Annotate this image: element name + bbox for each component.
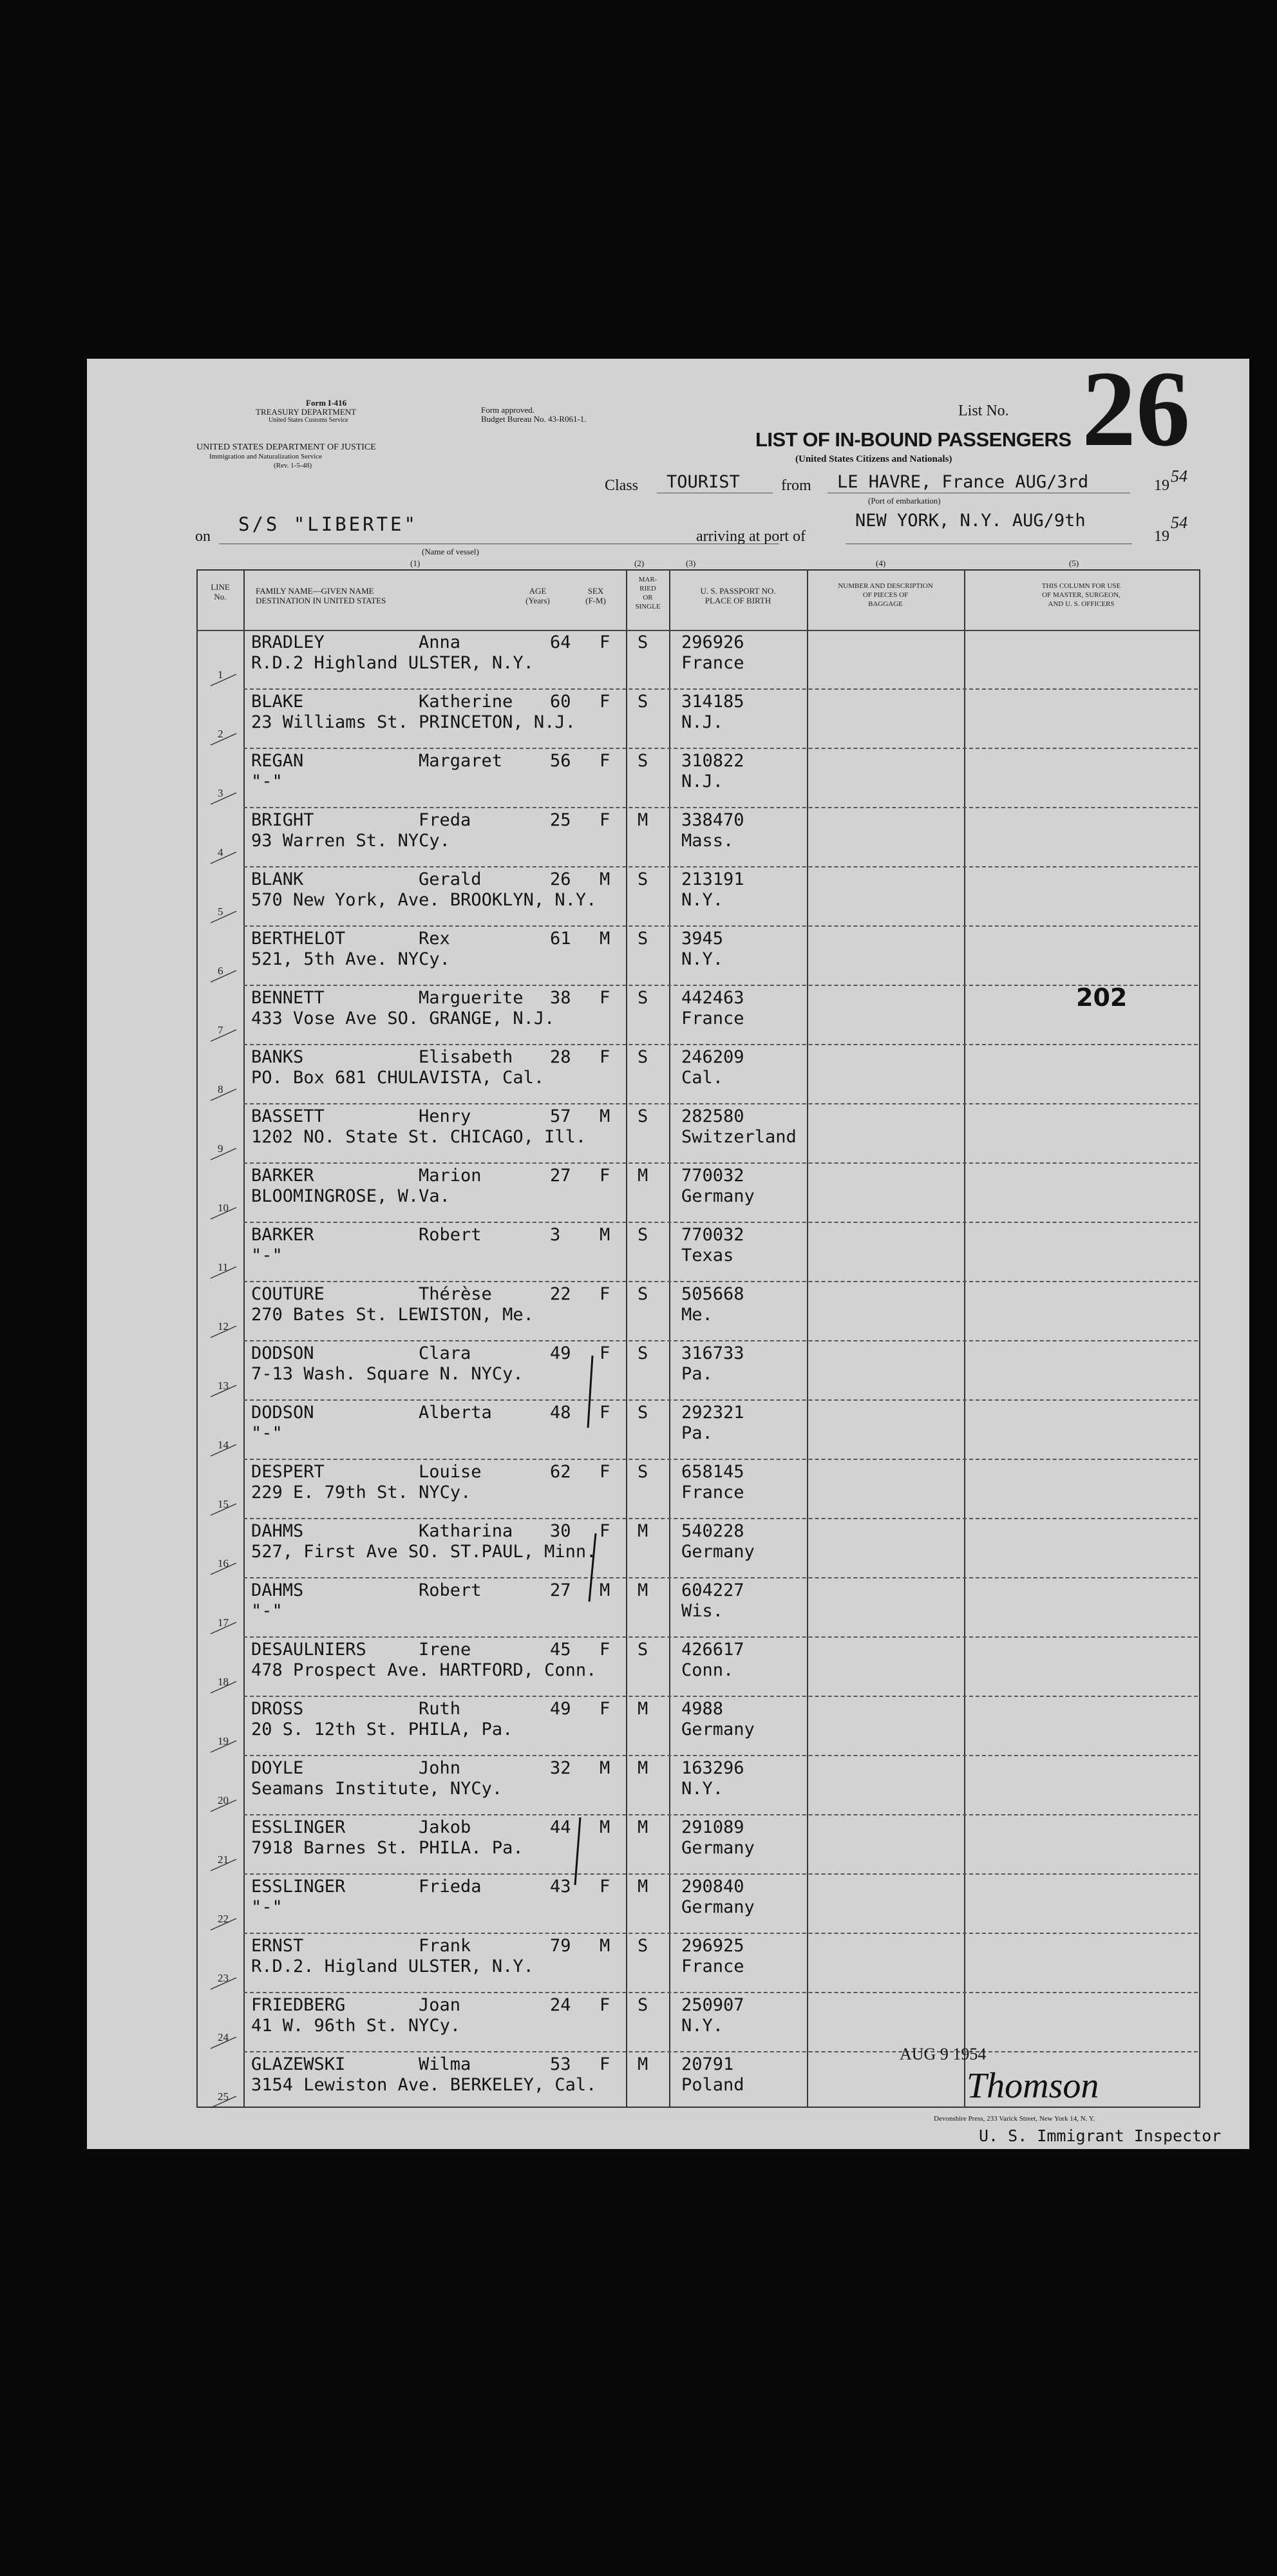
line-number: 11: [218, 1261, 229, 1273]
marital-status: S: [638, 929, 648, 949]
family-name: DODSON: [251, 1403, 314, 1423]
age: 79: [550, 1936, 571, 1956]
line-number: 20: [218, 1794, 229, 1806]
given-name: Ruth: [419, 1699, 461, 1719]
marital-status: S: [638, 1047, 648, 1067]
destination: 7918 Barnes St. PHILA. Pa.: [251, 1838, 524, 1858]
marital-status: S: [638, 1403, 648, 1423]
age: 48: [550, 1403, 571, 1423]
given-name: Alberta: [419, 1403, 492, 1423]
marital-status: S: [638, 988, 648, 1008]
age: 49: [550, 1343, 571, 1363]
given-name: Elisabeth: [419, 1047, 513, 1067]
family-bracket-marks: [87, 359, 1249, 2149]
passport-number: 290840: [681, 1877, 744, 1897]
place-of-birth: Pa.: [681, 1364, 713, 1384]
family-name: FRIEDBERG: [251, 1995, 346, 2015]
sex: F: [600, 810, 610, 830]
destination: R.D.2 Highland ULSTER, N.Y.: [251, 653, 534, 673]
line-number: 22: [218, 1913, 229, 1925]
officer-note: 202: [1076, 983, 1128, 1012]
destination: 521, 5th Ave. NYCy.: [251, 949, 450, 969]
passport-number: 310822: [681, 751, 744, 771]
given-name: Joan: [419, 1995, 461, 2015]
destination: 20 S. 12th St. PHILA, Pa.: [251, 1719, 513, 1739]
destination: "-": [251, 1897, 283, 1917]
passport-number: 442463: [681, 988, 744, 1008]
given-name: Henry: [419, 1106, 471, 1126]
place-of-birth: N.Y.: [681, 2016, 724, 2036]
line-number: 18: [218, 1676, 229, 1688]
place-of-birth: Germany: [681, 1719, 755, 1739]
family-name: DAHMS: [251, 1521, 304, 1541]
marital-status: S: [638, 1284, 648, 1304]
family-name: BLANK: [251, 869, 304, 889]
age: 64: [550, 632, 571, 652]
age: 27: [550, 1166, 571, 1186]
family-name: DESPERT: [251, 1462, 325, 1482]
column-number: (4): [876, 558, 886, 568]
family-name: BANKS: [251, 1047, 304, 1067]
sex: F: [600, 1343, 610, 1363]
header-married: MAR- RIED OR SINGLE: [635, 576, 661, 611]
given-name: Margaret: [419, 751, 503, 771]
class-value: TOURIST: [667, 472, 740, 492]
column-number: (2): [634, 558, 645, 568]
marital-status: M: [638, 1758, 648, 1778]
marital-status: M: [638, 1166, 648, 1186]
line-number: 8: [218, 1083, 223, 1095]
form-revision: (Rev. 1-5-48): [274, 462, 312, 469]
passport-number: 426617: [681, 1640, 744, 1660]
family-name: BARKER: [251, 1225, 314, 1245]
port-value: NEW YORK, N.Y. AUG/9th: [855, 511, 1086, 531]
family-name: BASSETT: [251, 1106, 325, 1126]
given-name: Rex: [419, 929, 450, 949]
place-of-birth: N.J.: [681, 772, 724, 791]
family-name: ESSLINGER: [251, 1817, 346, 1837]
header-age: AGE (Years): [525, 586, 550, 605]
arriving-label: arriving at port of: [696, 528, 806, 545]
destination: 93 Warren St. NYCy.: [251, 831, 450, 851]
header-baggage: NUMBER AND DESCRIPTION OF PIECES OF BAGGAGE: [838, 582, 933, 608]
line-number: 12: [218, 1320, 229, 1332]
marital-status: S: [638, 751, 648, 771]
list-number: 26: [1082, 349, 1190, 469]
passport-number: 163296: [681, 1758, 744, 1778]
place-of-birth: Poland: [681, 2075, 744, 2095]
given-name: Robert: [419, 1225, 482, 1245]
destination: "-": [251, 772, 283, 791]
place-of-birth: N.J.: [681, 712, 724, 732]
place-of-birth: Switzerland: [681, 1127, 797, 1147]
family-name: BENNETT: [251, 988, 325, 1008]
age: 56: [550, 751, 571, 771]
sex: F: [600, 632, 610, 652]
marital-status: S: [638, 1640, 648, 1660]
age: 57: [550, 1106, 571, 1126]
sex: F: [600, 1462, 610, 1482]
age: 28: [550, 1047, 571, 1067]
age: 44: [550, 1817, 571, 1837]
marital-status: S: [638, 632, 648, 652]
marital-status: M: [638, 1817, 648, 1837]
passport-number: 3945: [681, 929, 724, 949]
marital-status: M: [638, 1580, 648, 1600]
passport-number: 314185: [681, 692, 744, 712]
place-of-birth: Conn.: [681, 1660, 734, 1680]
passport-number: 292321: [681, 1403, 744, 1423]
line-number: 9: [218, 1142, 223, 1155]
on-label: on: [195, 528, 211, 545]
sex: F: [600, 1284, 610, 1304]
family-name: GLAZEWSKI: [251, 2054, 346, 2074]
marital-status: S: [638, 1343, 648, 1363]
line-number: 5: [218, 905, 223, 918]
header-line-no: LINE No.: [211, 582, 230, 601]
family-name: BARKER: [251, 1166, 314, 1186]
sex: F: [600, 1403, 610, 1423]
destination: R.D.2. Higland ULSTER, N.Y.: [251, 1956, 534, 1976]
marital-status: S: [638, 1936, 648, 1956]
year-prefix-2: 19: [1154, 528, 1169, 545]
sex: M: [600, 929, 610, 949]
sex: F: [600, 1877, 610, 1897]
age: 60: [550, 692, 571, 712]
sex: F: [600, 1699, 610, 1719]
marital-status: M: [638, 810, 648, 830]
given-name: Marguerite: [419, 988, 524, 1008]
treasury-department: TREASURY DEPARTMENT: [256, 407, 357, 417]
destination: 7-13 Wash. Square N. NYCy.: [251, 1364, 524, 1384]
destination: 23 Williams St. PRINCETON, N.J.: [251, 712, 576, 732]
line-number: 2: [218, 728, 223, 740]
passport-number: 291089: [681, 1817, 744, 1837]
passport-number: 296925: [681, 1936, 744, 1956]
age: 27: [550, 1580, 571, 1600]
destination: 270 Bates St. LEWISTON, Me.: [251, 1305, 534, 1325]
family-name: ERNST: [251, 1936, 304, 1956]
destination: 570 New York, Ave. BROOKLYN, N.Y.: [251, 890, 597, 910]
sex: F: [600, 1521, 610, 1541]
family-name: BRIGHT: [251, 810, 314, 830]
passport-number: 250907: [681, 1995, 744, 2015]
line-number: 1: [218, 668, 223, 681]
sex: F: [600, 2054, 610, 2074]
family-name: DAHMS: [251, 1580, 304, 1600]
destination: 527, First Ave SO. ST.PAUL, Minn.: [251, 1542, 597, 1562]
manifest-page: [87, 349, 1249, 2149]
family-name: DODSON: [251, 1343, 314, 1363]
age: 49: [550, 1699, 571, 1719]
place-of-birth: N.Y.: [681, 890, 724, 910]
passport-number: 4988: [681, 1699, 724, 1719]
given-name: Anna: [419, 632, 461, 652]
marital-status: M: [638, 1877, 648, 1897]
sex: F: [600, 1047, 610, 1067]
age: 53: [550, 2054, 571, 2074]
age: 25: [550, 810, 571, 830]
column-number: (5): [1069, 558, 1079, 568]
place-of-birth: Germany: [681, 1838, 755, 1858]
year-prefix: 19: [1154, 477, 1169, 494]
given-name: Jakob: [419, 1817, 471, 1837]
place-of-birth: Germany: [681, 1897, 755, 1917]
family-name: DOYLE: [251, 1758, 304, 1778]
passport-number: 213191: [681, 869, 744, 889]
given-name: Gerald: [419, 869, 482, 889]
vessel-name: S/S "LIBERTE": [238, 513, 418, 535]
line-number: 21: [218, 1853, 229, 1866]
marital-status: S: [638, 1225, 648, 1245]
destination: 478 Prospect Ave. HARTFORD, Conn.: [251, 1660, 597, 1680]
class-label: Class: [605, 477, 639, 494]
place-of-birth: France: [681, 1009, 744, 1028]
family-name: BLAKE: [251, 692, 304, 712]
sex: M: [600, 1936, 610, 1956]
given-name: Clara: [419, 1343, 471, 1363]
from-value: LE HAVRE, France AUG/3rd: [837, 472, 1089, 492]
family-name: REGAN: [251, 751, 304, 771]
column-number: (1): [410, 558, 421, 568]
given-name: Marion: [419, 1166, 482, 1186]
line-number: 6: [218, 965, 223, 977]
passport-number: 770032: [681, 1225, 744, 1245]
given-name: Thérèse: [419, 1284, 492, 1304]
given-name: Katherine: [419, 692, 513, 712]
age: 43: [550, 1877, 571, 1897]
family-name: ESSLINGER: [251, 1877, 346, 1897]
header-passport: U. S. PASSPORT NO. PLACE OF BIRTH: [700, 586, 776, 605]
embarkation-caption: (Port of embarkation): [868, 496, 941, 506]
marital-status: S: [638, 1462, 648, 1482]
given-name: Frank: [419, 1936, 471, 1956]
from-label: from: [781, 477, 811, 494]
form-approved: Form approved.: [481, 405, 535, 415]
sex: F: [600, 988, 610, 1008]
vessel-caption: (Name of vessel): [422, 547, 479, 556]
customs-service: United States Customs Service: [269, 417, 348, 424]
justice-department: UNITED STATES DEPARTMENT OF JUSTICE: [196, 442, 376, 452]
inspection-date-stamp: AUG 9 1954: [900, 2045, 987, 2063]
destination: Seamans Institute, NYCy.: [251, 1779, 503, 1799]
marital-status: M: [638, 1521, 648, 1541]
destination: 433 Vose Ave SO. GRANGE, N.J.: [251, 1009, 555, 1028]
inspector-title: U. S. Immigrant Inspector: [979, 2126, 1222, 2145]
list-number-label: List No.: [958, 402, 1009, 419]
age: 62: [550, 1462, 571, 1482]
line-number: 24: [218, 2031, 229, 2043]
given-name: Louise: [419, 1462, 482, 1482]
place-of-birth: Me.: [681, 1305, 713, 1325]
sex: M: [600, 1580, 610, 1600]
marital-status: M: [638, 2054, 648, 2074]
family-name: DROSS: [251, 1699, 304, 1719]
column-number: (3): [686, 558, 696, 568]
destination: 229 E. 79th St. NYCy.: [251, 1482, 471, 1502]
given-name: Katharina: [419, 1521, 513, 1541]
line-number: 14: [218, 1439, 229, 1451]
sex: F: [600, 751, 610, 771]
destination: "-": [251, 1423, 283, 1443]
place-of-birth: France: [681, 653, 744, 673]
line-number: 7: [218, 1024, 223, 1036]
place-of-birth: Germany: [681, 1542, 755, 1562]
family-name: BERTHELOT: [251, 929, 346, 949]
line-number: 16: [218, 1557, 229, 1569]
passport-number: 770032: [681, 1166, 744, 1186]
header-family-name: FAMILY NAME—GIVEN NAME DESTINATION IN UNITED STATES: [256, 586, 386, 605]
year-suffix-2: 54: [1171, 513, 1187, 532]
line-number: 13: [218, 1379, 229, 1392]
ins-service: Immigration and Naturalization Service: [209, 453, 323, 460]
family-name: DESAULNIERS: [251, 1640, 366, 1660]
sex: F: [600, 692, 610, 712]
marital-status: M: [638, 1699, 648, 1719]
line-number: 23: [218, 1972, 229, 1984]
age: 38: [550, 988, 571, 1008]
line-number: 19: [218, 1735, 229, 1747]
line-number: 15: [218, 1498, 229, 1510]
passport-number: 282580: [681, 1106, 744, 1126]
place-of-birth: Cal.: [681, 1068, 724, 1088]
destination: 3154 Lewiston Ave. BERKELEY, Cal.: [251, 2075, 597, 2095]
passport-number: 540228: [681, 1521, 744, 1541]
age: 26: [550, 869, 571, 889]
marital-status: S: [638, 1106, 648, 1126]
header-sex: SEX (F-M): [585, 586, 606, 605]
passport-number: 316733: [681, 1343, 744, 1363]
family-name: BRADLEY: [251, 632, 325, 652]
family-name: COUTURE: [251, 1284, 325, 1304]
given-name: Frieda: [419, 1877, 482, 1897]
destination: BLOOMINGROSE, W.Va.: [251, 1186, 450, 1206]
sex: M: [600, 1106, 610, 1126]
line-number: 17: [218, 1616, 229, 1629]
age: 3: [550, 1225, 561, 1245]
passport-number: 20791: [681, 2054, 734, 2074]
sex: M: [600, 1817, 610, 1837]
passport-number: 658145: [681, 1462, 744, 1482]
place-of-birth: Texas: [681, 1245, 734, 1265]
line-number: 4: [218, 846, 223, 858]
form-number: Form I-416: [306, 398, 347, 408]
budget-bureau: Budget Bureau No. 43-R061-1.: [481, 414, 587, 424]
age: 45: [550, 1640, 571, 1660]
list-title: LIST OF IN-BOUND PASSENGERS: [755, 428, 1072, 451]
marital-status: S: [638, 692, 648, 712]
given-name: Robert: [419, 1580, 482, 1600]
sex: M: [600, 869, 610, 889]
sex: F: [600, 1640, 610, 1660]
sex: M: [600, 1758, 610, 1778]
age: 32: [550, 1758, 571, 1778]
sex: M: [600, 1225, 610, 1245]
destination: 1202 NO. State St. CHICAGO, Ill.: [251, 1127, 587, 1147]
place-of-birth: Pa.: [681, 1423, 713, 1443]
list-subtitle: (United States Citizens and Nationals): [795, 454, 952, 464]
passport-number: 604227: [681, 1580, 744, 1600]
printer-imprint: Devonshire Press, 233 Varick Street, New York 14, N. Y.: [934, 2115, 1095, 2123]
given-name: Irene: [419, 1640, 471, 1660]
inspector-signature: Thomson: [967, 2066, 1099, 2106]
passport-number: 246209: [681, 1047, 744, 1067]
destination: "-": [251, 1245, 283, 1265]
line-number: 3: [218, 787, 223, 799]
given-name: Freda: [419, 810, 471, 830]
place-of-birth: France: [681, 1956, 744, 1976]
age: 22: [550, 1284, 571, 1304]
place-of-birth: Wis.: [681, 1601, 724, 1621]
age: 30: [550, 1521, 571, 1541]
destination: PO. Box 681 CHULAVISTA, Cal.: [251, 1068, 545, 1088]
place-of-birth: France: [681, 1482, 744, 1502]
age: 61: [550, 929, 571, 949]
line-number: 10: [218, 1202, 229, 1214]
year-suffix: 54: [1171, 467, 1187, 486]
destination: 41 W. 96th St. NYCy.: [251, 2016, 461, 2036]
header-officers: THIS COLUMN FOR USE OF MASTER, SURGEON, AND U. S. OFFICERS: [1041, 582, 1121, 608]
age: 24: [550, 1995, 571, 2015]
sex: F: [600, 1995, 610, 2015]
passport-number: 505668: [681, 1284, 744, 1304]
place-of-birth: N.Y.: [681, 949, 724, 969]
place-of-birth: Mass.: [681, 831, 734, 851]
marital-status: S: [638, 1995, 648, 2015]
place-of-birth: N.Y.: [681, 1779, 724, 1799]
line-number: 25: [218, 2090, 229, 2103]
passport-number: 296926: [681, 632, 744, 652]
destination: "-": [251, 1601, 283, 1621]
passport-number: 338470: [681, 810, 744, 830]
given-name: John: [419, 1758, 461, 1778]
marital-status: S: [638, 869, 648, 889]
given-name: Wilma: [419, 2054, 471, 2074]
sex: F: [600, 1166, 610, 1186]
place-of-birth: Germany: [681, 1186, 755, 1206]
